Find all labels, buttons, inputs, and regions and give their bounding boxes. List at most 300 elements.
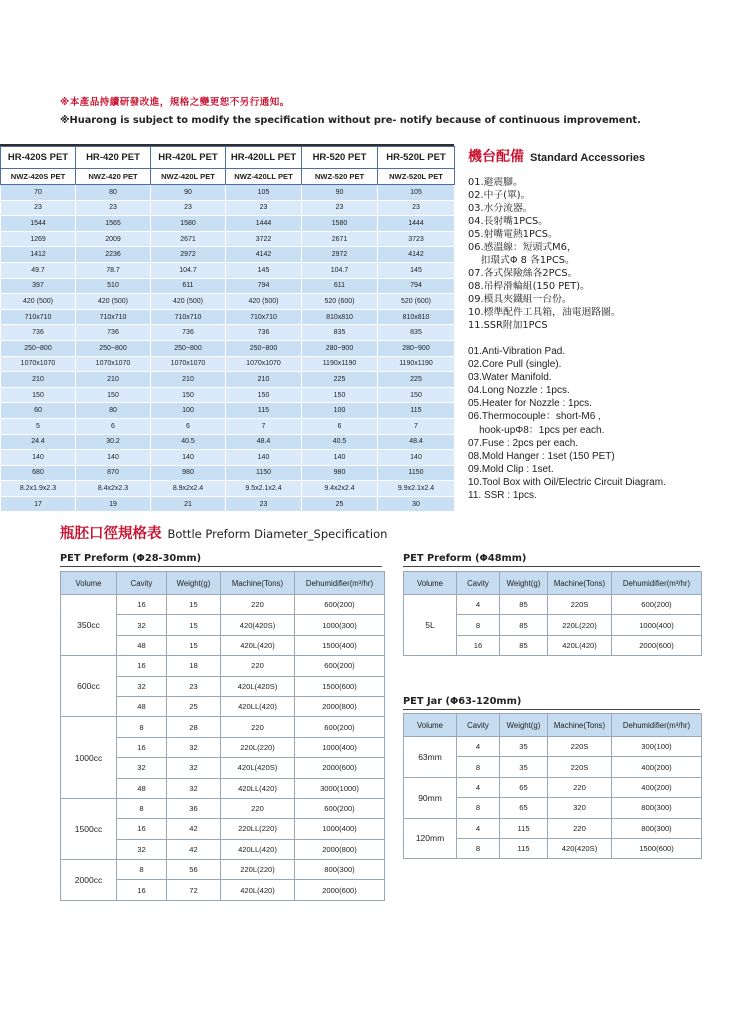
spec-cell: 145 <box>378 262 455 278</box>
spec-cell: 420 (500) <box>226 294 302 310</box>
spec-cell: 250~800 <box>151 340 226 356</box>
column-header: Dehumidifier(m³/hr) <box>295 572 385 595</box>
table-header-row <box>404 714 702 737</box>
spec-cell: 835 <box>302 325 378 341</box>
accessory-item: 05.射嘴電熱1PCS。 <box>468 229 558 240</box>
spec-cell: 7 <box>226 418 302 434</box>
model-header: HR-420 PET <box>76 147 151 169</box>
data-cell: 220 <box>221 798 295 818</box>
column-header: Volume <box>404 714 457 737</box>
spec-cell: 150 <box>151 387 226 403</box>
data-cell: 2000(600) <box>295 880 385 900</box>
spec-cell: 17 <box>1 496 76 512</box>
spec-cell: 40.5 <box>302 434 378 450</box>
column-header: Weight(g) <box>500 714 548 737</box>
spec-cell: 794 <box>378 278 455 294</box>
data-cell: 32 <box>117 758 167 778</box>
accessory-item: 扣環式Φ 8 各1PCS。 <box>468 255 575 266</box>
accessory-item: 08.吊桿滑輪組(150 PET)。 <box>468 281 590 292</box>
spec-cell: 420 (500) <box>76 294 151 310</box>
data-cell: 420LL(420) <box>221 778 295 798</box>
data-cell: 16 <box>117 595 167 615</box>
table-row <box>1 185 455 201</box>
data-cell: 220L(220) <box>221 737 295 757</box>
table-row <box>1 496 455 512</box>
data-cell: 32 <box>167 778 221 798</box>
accessory-item: 03.Water Manifold. <box>468 372 552 384</box>
data-cell: 28 <box>167 717 221 737</box>
spec-cell: 105 <box>378 185 455 201</box>
spec-cell: 1190x1190 <box>378 356 455 372</box>
data-cell: 400(200) <box>612 777 702 797</box>
data-cell: 420(420S) <box>221 615 295 635</box>
data-cell: 220 <box>221 717 295 737</box>
data-cell: 420LL(420) <box>221 696 295 716</box>
accessory-item: 11. SSR : 1pcs. <box>468 490 537 502</box>
model-header: HR-420S PET <box>1 147 76 169</box>
column-header: Weight(g) <box>500 572 548 595</box>
accessories-title <box>468 146 645 166</box>
volume-cell: 350cc <box>61 595 117 656</box>
jar-title: PET Jar (Φ63-120mm) <box>403 696 522 707</box>
data-cell: 16 <box>117 737 167 757</box>
accessories-title-en: Standard Accessories <box>530 152 646 164</box>
spec-cell: 680 <box>1 465 76 481</box>
data-cell: 48 <box>117 635 167 655</box>
spec-cell: 19 <box>76 496 151 512</box>
spec-cell: 6 <box>76 418 151 434</box>
spec-cell: 736 <box>226 325 302 341</box>
spec-cell: 9.9x2.1x2.4 <box>378 481 455 497</box>
data-cell: 300(100) <box>612 737 702 757</box>
accessory-item: 08.Mold Hanger : 1set (150 PET) <box>468 450 615 462</box>
data-cell: 8 <box>457 838 500 858</box>
spec-cell: 710x710 <box>1 309 76 325</box>
spec-cell: 250~800 <box>1 340 76 356</box>
spec-cell: 2009 <box>76 231 151 247</box>
accessory-item: 06.感溫線：短頭式M6， <box>468 242 577 253</box>
spec-cell: 150 <box>76 387 151 403</box>
model-header: HR-520L PET <box>378 147 455 169</box>
table-header-row <box>404 572 702 595</box>
spec-cell: 420 (500) <box>1 294 76 310</box>
spec-cell: 510 <box>76 278 151 294</box>
spec-cell: 210 <box>76 372 151 388</box>
volume-cell: 2000cc <box>61 860 117 901</box>
spec-cell: 420 (500) <box>151 294 226 310</box>
data-cell: 320 <box>548 798 612 818</box>
accessory-item: 07.Fuse : 2pcs per each. <box>468 437 579 449</box>
data-cell: 600(200) <box>612 595 702 615</box>
data-cell: 48 <box>117 778 167 798</box>
accessories-list-cn <box>468 176 621 332</box>
data-cell: 35 <box>500 737 548 757</box>
spec-cell: 23 <box>1 200 76 216</box>
spec-cell: 225 <box>302 372 378 388</box>
accessory-item: 09.Mold Clip : 1set. <box>468 463 554 475</box>
accessory-item: 11.SSR附加1PCS <box>468 320 548 331</box>
spec-cell: 1444 <box>226 216 302 232</box>
data-cell: 600(200) <box>295 798 385 818</box>
accessory-item: 04.Long Nozzle : 1pcs. <box>468 385 570 397</box>
table-row <box>61 656 385 676</box>
data-cell: 23 <box>167 676 221 696</box>
data-cell: 420L(420) <box>548 635 612 655</box>
data-cell: 18 <box>167 656 221 676</box>
table-row <box>1 465 455 481</box>
table-row <box>1 418 455 434</box>
volume-cell: 600cc <box>61 656 117 717</box>
spec-cell: 980 <box>151 465 226 481</box>
table-row <box>1 200 455 216</box>
table-row <box>1 278 455 294</box>
spec-cell: 104.7 <box>302 262 378 278</box>
spec-subheader-row <box>1 169 455 185</box>
data-cell: 4 <box>457 595 500 615</box>
table-row <box>1 434 455 450</box>
spec-cell: 1150 <box>226 465 302 481</box>
spec-cell: 810x810 <box>378 309 455 325</box>
data-cell: 1000(400) <box>612 615 702 635</box>
spec-cell: 78.7 <box>76 262 151 278</box>
table-row <box>404 737 702 757</box>
data-cell: 2000(600) <box>612 635 702 655</box>
table-row <box>1 450 455 466</box>
model-subheader: NWZ-420S PET <box>1 169 76 185</box>
column-header: Machine(Tons) <box>548 714 612 737</box>
spec-cell: 210 <box>1 372 76 388</box>
jar-table <box>403 713 702 859</box>
spec-cell: 48.4 <box>378 434 455 450</box>
data-cell: 16 <box>117 880 167 900</box>
column-header: Machine(Tons) <box>548 572 612 595</box>
data-cell: 42 <box>167 839 221 859</box>
spec-cell: 1150 <box>378 465 455 481</box>
data-cell: 32 <box>167 758 221 778</box>
spec-cell: 710x710 <box>151 309 226 325</box>
column-header: Cavity <box>457 714 500 737</box>
spec-cell: 140 <box>378 450 455 466</box>
spec-cell: 80 <box>76 185 151 201</box>
column-header: Volume <box>404 572 457 595</box>
spec-cell: 90 <box>151 185 226 201</box>
data-cell: 4 <box>457 737 500 757</box>
data-cell: 420L(420S) <box>221 758 295 778</box>
accessory-item: 02.中子(單)。 <box>468 190 531 201</box>
table-row <box>404 777 702 797</box>
spec-cell: 140 <box>226 450 302 466</box>
data-cell: 420L(420) <box>221 880 295 900</box>
model-header: HR-420LL PET <box>226 147 302 169</box>
data-cell: 420(420S) <box>548 838 612 858</box>
data-cell: 16 <box>457 635 500 655</box>
table-row <box>404 595 702 615</box>
table-row <box>1 294 455 310</box>
data-cell: 8 <box>457 798 500 818</box>
data-cell: 32 <box>117 615 167 635</box>
spec-cell: 150 <box>1 387 76 403</box>
spec-cell: 8.4x2x2.3 <box>76 481 151 497</box>
data-cell: 72 <box>167 880 221 900</box>
spec-cell: 48.4 <box>226 434 302 450</box>
spec-cell: 280~900 <box>378 340 455 356</box>
model-subheader: NWZ-420 PET <box>76 169 151 185</box>
accessories-list-en <box>468 345 666 502</box>
data-cell: 16 <box>117 656 167 676</box>
preform-48-table <box>403 571 702 656</box>
spec-cell: 736 <box>1 325 76 341</box>
data-cell: 15 <box>167 595 221 615</box>
data-cell: 220L(220) <box>548 615 612 635</box>
data-cell: 4 <box>457 818 500 838</box>
spec-cell: 225 <box>378 372 455 388</box>
spec-cell: 3722 <box>226 231 302 247</box>
column-header: Volume <box>61 572 117 595</box>
spec-cell: 105 <box>226 185 302 201</box>
spec-cell: 1544 <box>1 216 76 232</box>
spec-cell: 8.2x1.9x2.3 <box>1 481 76 497</box>
spec-cell: 90 <box>302 185 378 201</box>
data-cell: 8 <box>457 615 500 635</box>
notice-english: ※Huarong is subject to modify the specification without pre- notify because of continuous improvement. <box>60 115 641 126</box>
column-header: Cavity <box>117 572 167 595</box>
data-cell: 1500(600) <box>295 676 385 696</box>
table-header-row <box>61 572 385 595</box>
accessory-item: 05.Heater for Nozzle : 1pcs. <box>468 398 592 410</box>
spec-cell: 6 <box>151 418 226 434</box>
spec-cell: 736 <box>151 325 226 341</box>
column-header: Dehumidifier(m³/hr) <box>612 572 702 595</box>
model-subheader: NWZ-520 PET <box>302 169 378 185</box>
data-cell: 115 <box>500 838 548 858</box>
spec-cell: 1580 <box>302 216 378 232</box>
table-row <box>1 231 455 247</box>
spec-cell: 40.5 <box>151 434 226 450</box>
spec-cell: 145 <box>226 262 302 278</box>
data-cell: 1500(600) <box>612 838 702 858</box>
data-cell: 56 <box>167 860 221 880</box>
data-cell: 65 <box>500 777 548 797</box>
spec-cell: 49.7 <box>1 262 76 278</box>
data-cell: 800(300) <box>612 818 702 838</box>
accessory-item: 01.Anti-Vibration Pad. <box>468 346 566 357</box>
spec-cell: 2972 <box>151 247 226 263</box>
data-cell: 8 <box>117 860 167 880</box>
data-cell: 400(200) <box>612 757 702 777</box>
spec-cell: 1070x1070 <box>76 356 151 372</box>
spec-cell: 8.9x2x2.4 <box>151 481 226 497</box>
spec-cell: 250~800 <box>226 340 302 356</box>
data-cell: 115 <box>500 818 548 838</box>
data-cell: 1000(400) <box>295 819 385 839</box>
table-row <box>1 356 455 372</box>
spec-cell: 250~800 <box>76 340 151 356</box>
spec-cell: 140 <box>1 450 76 466</box>
volume-cell: 1500cc <box>61 798 117 859</box>
spec-cell: 210 <box>226 372 302 388</box>
column-header: Weight(g) <box>167 572 221 595</box>
model-subheader: NWZ-520L PET <box>378 169 455 185</box>
table-row <box>1 340 455 356</box>
spec-cell: 710x710 <box>226 309 302 325</box>
data-cell: 420L(420) <box>221 635 295 655</box>
data-cell: 2000(800) <box>295 839 385 859</box>
data-cell: 220 <box>548 818 612 838</box>
spec-cell: 23 <box>378 200 455 216</box>
spec-cell: 611 <box>151 278 226 294</box>
data-cell: 25 <box>167 696 221 716</box>
spec-cell: 4142 <box>226 247 302 263</box>
spec-cell: 2671 <box>151 231 226 247</box>
data-cell: 420LL(420) <box>221 839 295 859</box>
spec-cell: 30.2 <box>76 434 151 450</box>
spec-cell: 70 <box>1 185 76 201</box>
model-subheader: NWZ-420L PET <box>151 169 226 185</box>
accessory-item: 01.避震腳。 <box>468 177 523 188</box>
data-cell: 85 <box>500 615 548 635</box>
model-header: HR-520 PET <box>302 147 378 169</box>
data-cell: 800(300) <box>295 860 385 880</box>
spec-cell: 1269 <box>1 231 76 247</box>
spec-cell: 60 <box>1 403 76 419</box>
accessory-item: 10.Tool Box with Oil/Electric Circuit Diagram. <box>468 476 666 488</box>
table-row <box>1 309 455 325</box>
spec-cell: 100 <box>151 403 226 419</box>
spec-cell: 80 <box>76 403 151 419</box>
spec-cell: 150 <box>302 387 378 403</box>
data-cell: 600(200) <box>295 595 385 615</box>
table-row <box>1 387 455 403</box>
spec-cell: 5 <box>1 418 76 434</box>
data-cell: 32 <box>167 737 221 757</box>
column-header: Dehumidifier(m³/hr) <box>612 714 702 737</box>
spec-cell: 710x710 <box>76 309 151 325</box>
spec-cell: 24.4 <box>1 434 76 450</box>
data-cell: 85 <box>500 635 548 655</box>
data-cell: 15 <box>167 635 221 655</box>
data-cell: 220 <box>548 777 612 797</box>
data-cell: 220 <box>221 656 295 676</box>
jar-rule <box>403 709 700 710</box>
spec-cell: 3723 <box>378 231 455 247</box>
spec-cell: 115 <box>378 403 455 419</box>
data-cell: 220S <box>548 737 612 757</box>
spec-cell: 9.5x2.1x2.4 <box>226 481 302 497</box>
data-cell: 420L(420S) <box>221 676 295 696</box>
data-cell: 220S <box>548 757 612 777</box>
spec-cell: 2972 <box>302 247 378 263</box>
spec-cell: 1190x1190 <box>302 356 378 372</box>
data-cell: 1000(400) <box>295 737 385 757</box>
spec-cell: 7 <box>378 418 455 434</box>
column-header: Machine(Tons) <box>221 572 295 595</box>
spec-cell: 23 <box>76 200 151 216</box>
accessory-item: 10.標準配件工具箱，油電迴路圖。 <box>468 307 621 318</box>
data-cell: 220L(220) <box>221 860 295 880</box>
spec-cell: 835 <box>378 325 455 341</box>
spec-cell: 1565 <box>76 216 151 232</box>
accessory-item: 02.Core Pull (single). <box>468 359 562 371</box>
spec-header-row <box>1 147 455 169</box>
spec-cell: 2236 <box>76 247 151 263</box>
spec-cell: 1444 <box>378 216 455 232</box>
spec-cell: 150 <box>378 387 455 403</box>
spec-cell: 280~900 <box>302 340 378 356</box>
spec-cell: 9.4x2x2.4 <box>302 481 378 497</box>
spec-cell: 1412 <box>1 247 76 263</box>
accessory-item: 04.長射嘴1PCS。 <box>468 216 548 227</box>
data-cell: 220LL(220) <box>221 819 295 839</box>
table-row <box>61 595 385 615</box>
spec-cell: 140 <box>302 450 378 466</box>
bottle-title-cn: 瓶胚口徑規格表 <box>60 526 162 542</box>
data-cell: 8 <box>117 798 167 818</box>
spec-cell: 794 <box>226 278 302 294</box>
data-cell: 85 <box>500 595 548 615</box>
data-cell: 1000(300) <box>295 615 385 635</box>
spec-cell: 23 <box>302 200 378 216</box>
spec-cell: 30 <box>378 496 455 512</box>
data-cell: 2000(600) <box>295 758 385 778</box>
data-cell: 42 <box>167 819 221 839</box>
spec-cell: 1070x1070 <box>151 356 226 372</box>
spec-cell: 115 <box>226 403 302 419</box>
spec-cell: 2671 <box>302 231 378 247</box>
table-row <box>404 818 702 838</box>
spec-cell: 23 <box>226 496 302 512</box>
preform-28-30-rule <box>60 566 382 567</box>
spec-cell: 810x810 <box>302 309 378 325</box>
column-header: Cavity <box>457 572 500 595</box>
table-row <box>1 325 455 341</box>
spec-cell: 100 <box>302 403 378 419</box>
accessory-item: 09.模具夾鐵組一台份。 <box>468 294 572 305</box>
bottle-title <box>60 522 387 543</box>
spec-cell: 104.7 <box>151 262 226 278</box>
data-cell: 32 <box>117 676 167 696</box>
spec-cell: 1070x1070 <box>1 356 76 372</box>
spec-cell: 611 <box>302 278 378 294</box>
data-cell: 32 <box>117 839 167 859</box>
data-cell: 48 <box>117 696 167 716</box>
spec-cell: 870 <box>76 465 151 481</box>
preform-28-30-title: PET Preform (Φ28-30mm) <box>60 553 202 564</box>
volume-cell: 63mm <box>404 737 457 778</box>
preform-48-rule <box>403 566 700 567</box>
volume-cell: 1000cc <box>61 717 117 799</box>
data-cell: 4 <box>457 777 500 797</box>
data-cell: 35 <box>500 757 548 777</box>
accessories-title-cn: 機台配備 <box>468 149 524 165</box>
spec-cell: 23 <box>151 200 226 216</box>
table-row <box>1 403 455 419</box>
data-cell: 65 <box>500 798 548 818</box>
spec-cell: 140 <box>76 450 151 466</box>
volume-cell: 5L <box>404 595 457 656</box>
model-subheader: NWZ-420LL PET <box>226 169 302 185</box>
spec-cell: 23 <box>226 200 302 216</box>
table-row <box>1 262 455 278</box>
table-row <box>1 372 455 388</box>
accessory-item: 07.各式保險絲各2PCS。 <box>468 268 578 279</box>
data-cell: 2000(800) <box>295 696 385 716</box>
spec-cell: 397 <box>1 278 76 294</box>
model-header: HR-420L PET <box>151 147 226 169</box>
table-row <box>1 481 455 497</box>
spec-cell: 1070x1070 <box>226 356 302 372</box>
spec-cell: 21 <box>151 496 226 512</box>
accessory-item: hook-upΦ8：1pcs per each. <box>468 424 605 436</box>
